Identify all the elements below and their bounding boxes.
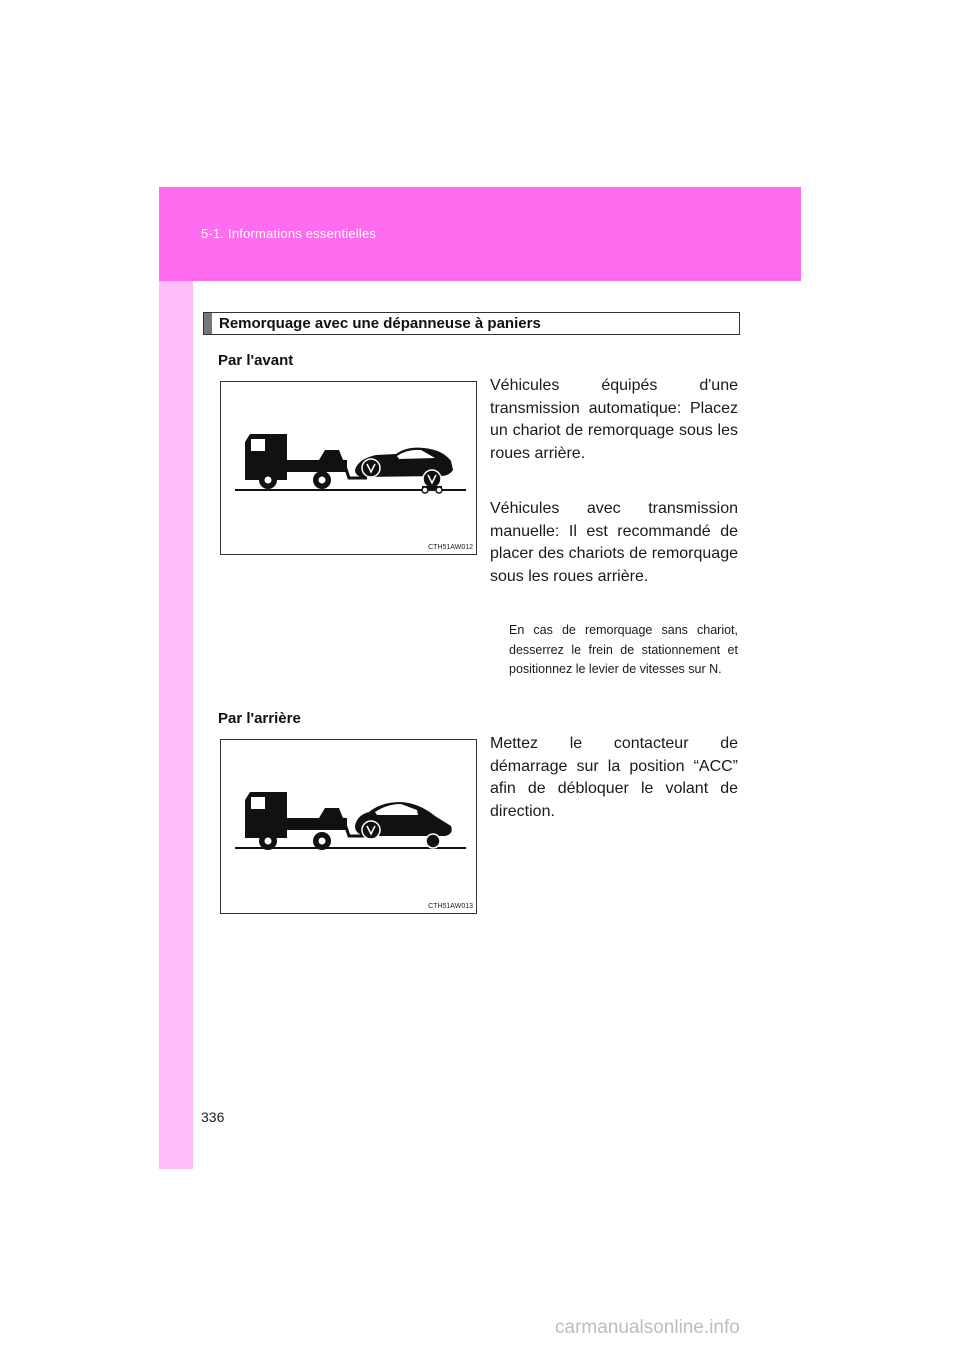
section-title-marker xyxy=(204,313,212,334)
rear-tow-illustration xyxy=(220,739,477,914)
front-paragraph-automatic: Véhicules équipés d'une transmission automatique: Placez un chariot de remorquage sous les roues arrière. xyxy=(490,377,738,462)
side-margin-band xyxy=(159,281,193,1169)
chapter-title: 5-1. Informations essentielles xyxy=(201,226,377,241)
rear-paragraph: Mettez le contacteur de démarrage sur la position “ACC” afin de débloquer le volant de direction. xyxy=(490,735,738,820)
figure-code: CTH51AW012 xyxy=(428,544,473,551)
front-note: En cas de remorquage sans chariot, desserrez le frein de stationnement et positionnez le levier de vitesses sur N. xyxy=(509,623,738,676)
page-number: 336 xyxy=(201,1109,225,1125)
truck-bed xyxy=(285,818,347,830)
front-tow-heading: Par l'avant xyxy=(218,352,294,369)
section-title: Remorquage avec une dépanneuse à paniers xyxy=(219,315,541,332)
front-tow-illustration xyxy=(220,381,477,555)
figure-code: CTH51AW013 xyxy=(428,903,473,910)
truck-bed xyxy=(285,460,347,472)
front-paragraph-manual: Véhicules avec transmission manuelle: Il est recommandé de placer des chariots de remorquage sous les roues arrière. xyxy=(490,500,738,585)
rear-tow-heading: Par l'arrière xyxy=(218,710,301,727)
site-watermark: carmanualsonline.info xyxy=(555,1317,740,1338)
truck-window xyxy=(251,439,265,451)
truck-window xyxy=(251,797,265,809)
tow-truck-front-drawing xyxy=(221,382,476,554)
section-title-box xyxy=(203,312,740,335)
tow-truck-rear-drawing xyxy=(221,740,476,913)
